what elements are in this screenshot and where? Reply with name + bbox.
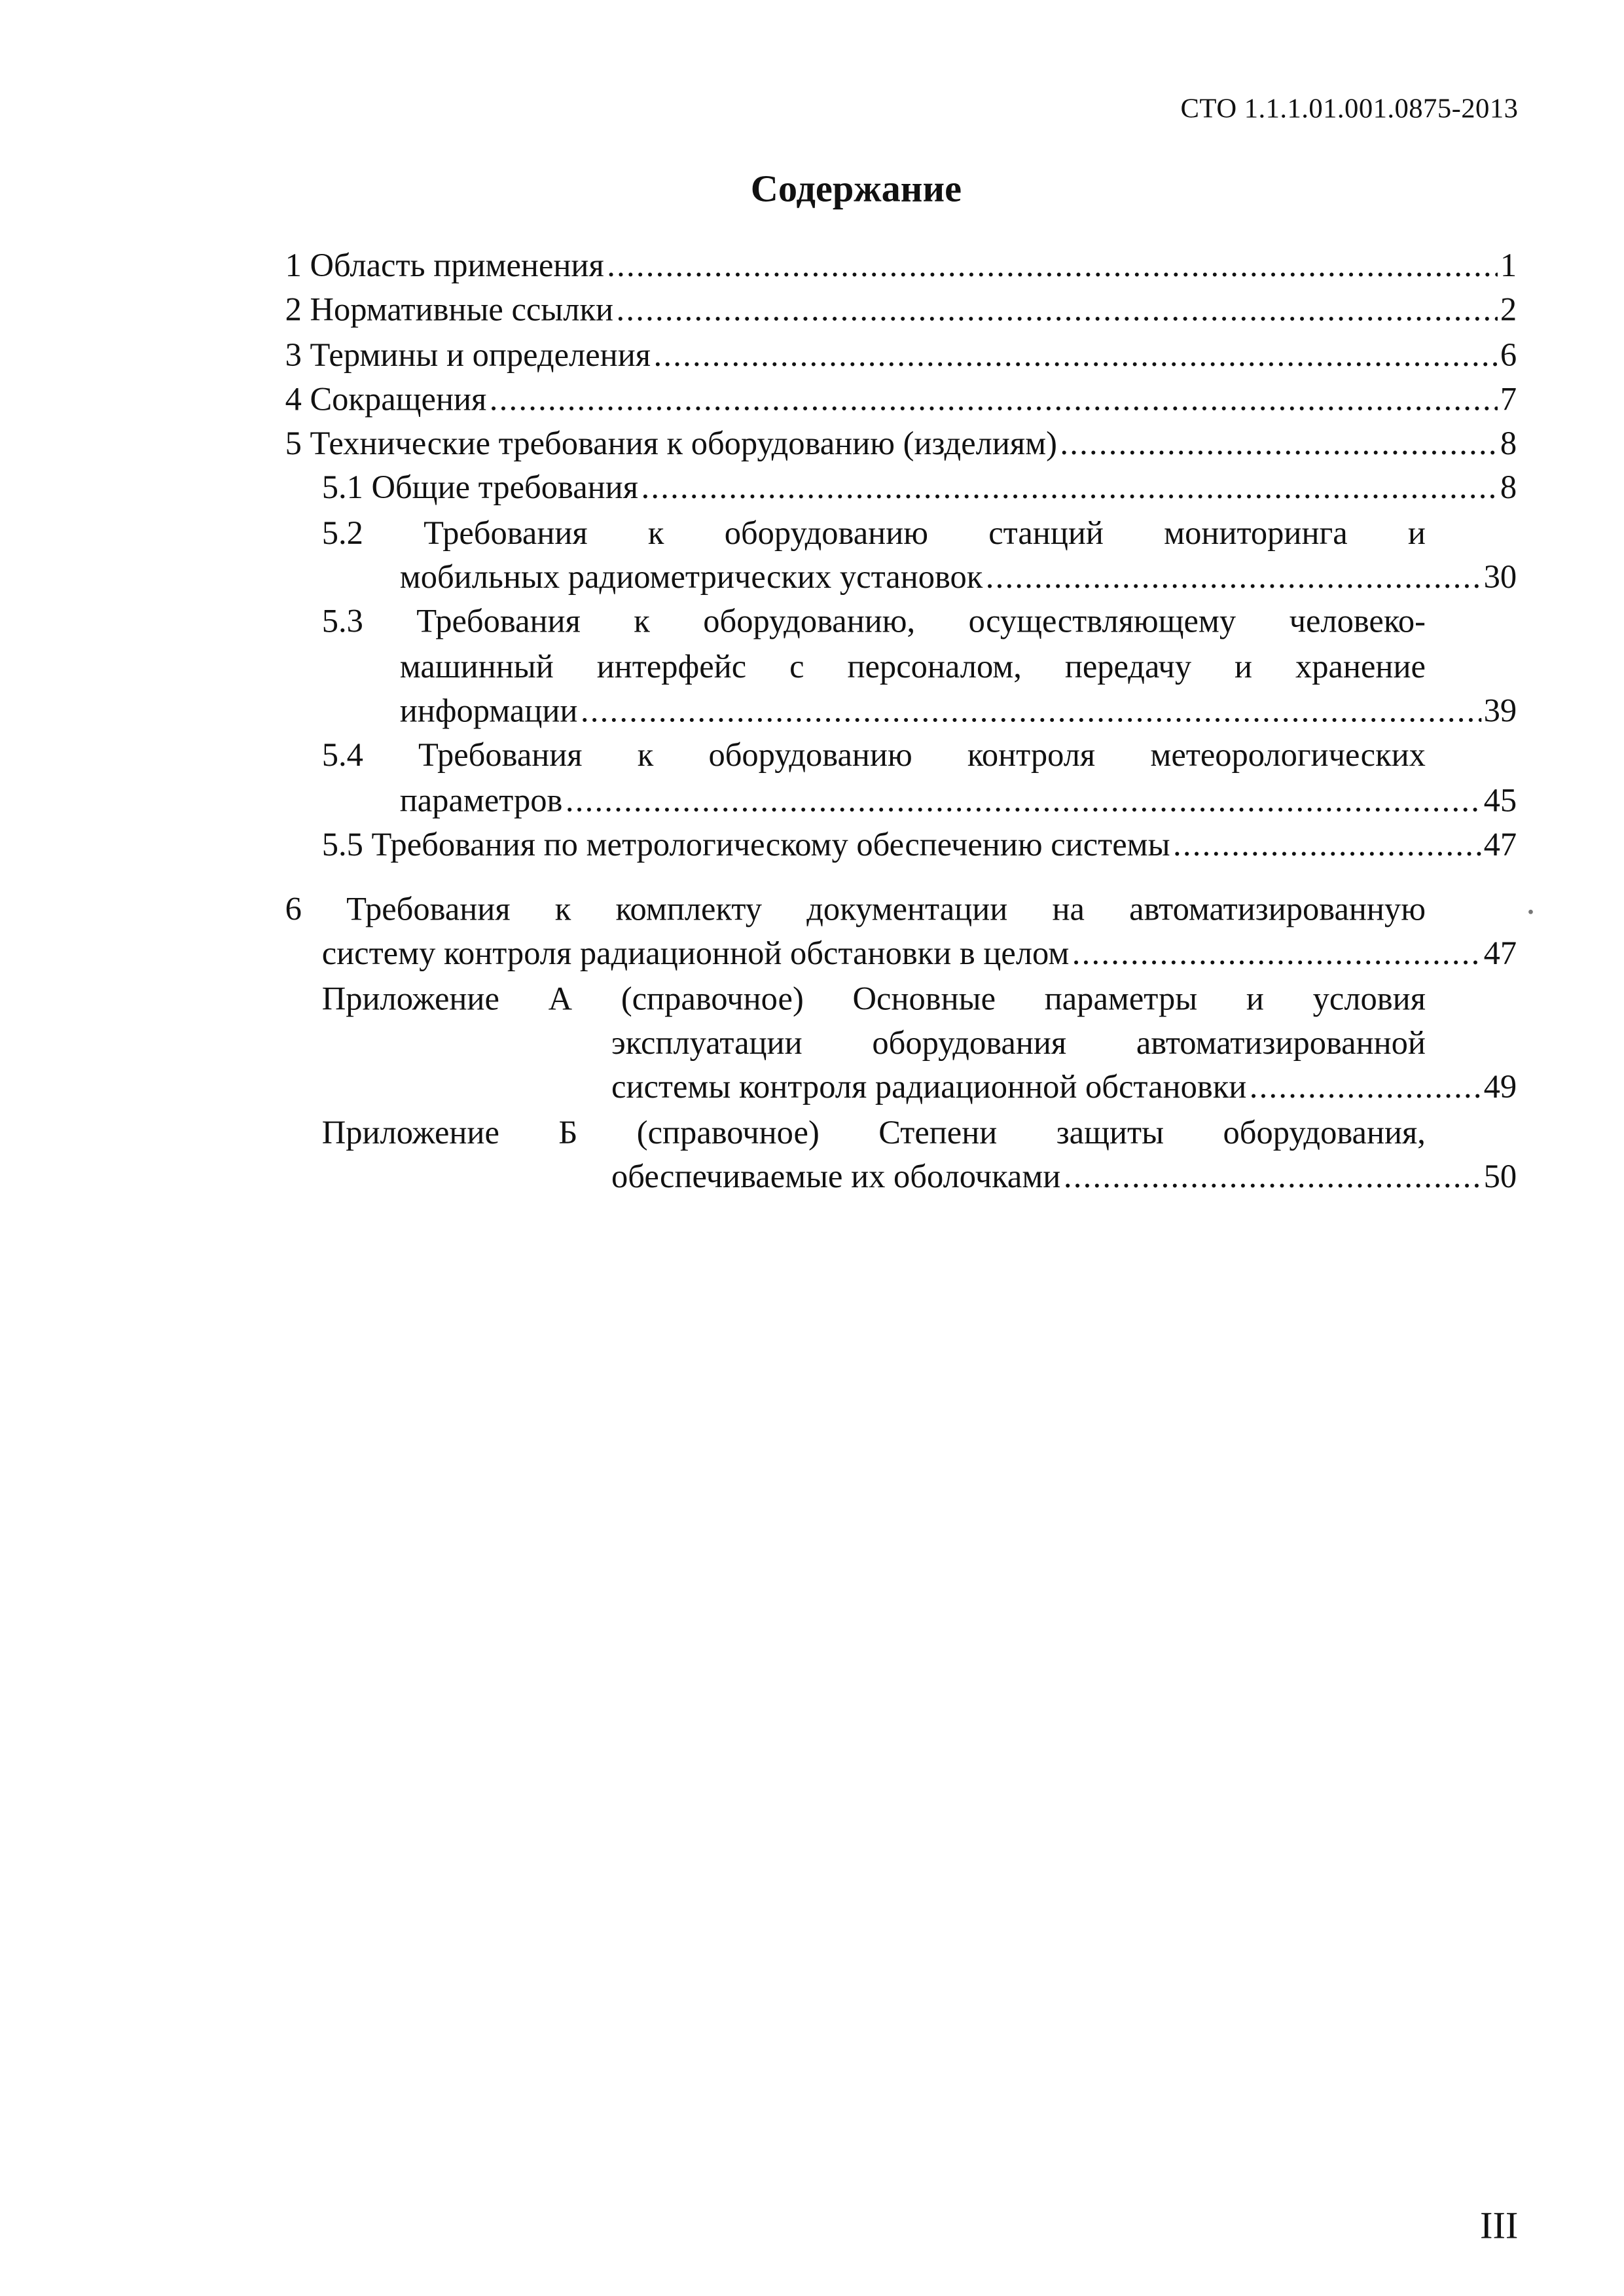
dot-leader [566,778,1481,823]
dot-leader [617,289,1498,333]
toc-entry-last-line [322,933,1517,977]
toc-entry-last-line [400,689,1517,734]
toc-entry-5-4[interactable] [285,734,1517,823]
toc-page-number: 8 [1500,425,1517,462]
toc-entry-label: 2 Нормативные ссылки [285,291,614,329]
toc-entry-appendix-a[interactable] [285,977,1517,1111]
toc-entry-last-line [611,1155,1517,1200]
dot-leader [1072,933,1481,977]
toc-page-number: 1 [1500,247,1517,284]
toc-entry-label: 5.1 Общие требования [321,469,638,507]
toc-entry-label: параметров [399,781,563,818]
toc-entry-label: информации [399,692,578,729]
toc-entry-label: 5.5 Требования по метрологическому обеспечению системы [321,825,1170,863]
dot-leader [1250,1066,1481,1111]
toc-entry-line: 5.2 Требования к оборудованию станций мониторинга и [321,514,1426,551]
toc-entry-line: Приложение Б (справочное) Степени защиты оборудования, [321,1113,1426,1151]
toc-page-number: 30 [1483,558,1517,596]
toc-entry-5-3[interactable] [285,600,1517,734]
page-number: III [1480,2204,1519,2248]
toc-entry-last-line [400,778,1517,823]
toc-entry-label: обеспечиваемые их оболочками [611,1158,1061,1195]
toc-entry-4[interactable] [285,378,1517,422]
page-title: Содержание [750,167,962,211]
toc-entry-label: 3 Термины и определения [285,336,651,373]
toc-page-number: 45 [1483,781,1517,818]
toc-entry-line: 5.3 Требования к оборудованию, осуществляющему человеко- [321,603,1426,640]
dot-leader [607,244,1497,289]
toc-page-number: 47 [1483,935,1517,973]
toc-entry-label: мобильных радиометрических установок [399,558,983,596]
document-code: СТО 1.1.1.01.001.0875-2013 [1180,94,1519,125]
toc-entry-5[interactable] [285,422,1517,467]
toc-page-number: 7 [1500,380,1517,418]
toc-entry-last-line [400,556,1517,600]
toc-entry-label: 1 Область применения [285,247,604,284]
toc-page-number: 47 [1483,825,1517,863]
toc-entry-label: системы контроля радиационной обстановки [611,1069,1247,1106]
toc-entry-label: 4 Сокращения [285,380,487,418]
dot-leader [641,467,1497,511]
toc-page-number: 50 [1483,1158,1517,1195]
toc-entry-3[interactable] [285,333,1517,378]
toc-entry-label: систему контроля радиационной обстановки в целом [321,935,1070,973]
toc-entry-5-1[interactable] [322,467,1517,511]
dot-leader [1173,823,1481,867]
toc-page-number: 6 [1500,336,1517,373]
toc-entry-line: машинный интерфейс с персоналом, передачу и хранение [399,647,1426,685]
toc-entry-2[interactable] [285,289,1517,333]
toc-page-number: 8 [1500,469,1517,507]
toc-page-number: 39 [1483,692,1517,729]
dot-leader [490,378,1498,422]
toc-entry-6[interactable] [285,888,1517,977]
toc-entry-last-line [611,1066,1517,1111]
toc-entry-appendix-b[interactable] [285,1111,1517,1200]
dot-leader [1064,1155,1481,1200]
toc-page-number: 49 [1483,1069,1517,1106]
dot-leader [1060,422,1497,467]
toc-entry-line: 6 Требования к комплекту документации на автоматизированную [285,891,1426,928]
toc-entry-line: Приложение А (справочное) Основные параметры и условия [321,980,1426,1017]
toc-entry-1[interactable] [285,244,1517,289]
toc-entry-5-5[interactable] [322,823,1517,867]
toc-entry-line: эксплуатации оборудования автоматизированной [611,1024,1426,1062]
table-of-contents [285,244,1517,1200]
scan-speck [1528,910,1533,914]
toc-entry-label: 5 Технические требования к оборудованию (изделиям) [285,425,1057,462]
toc-entry-line: 5.4 Требования к оборудованию контроля метеорологических [321,736,1426,774]
dot-leader [653,333,1497,378]
dot-leader [986,556,1481,600]
toc-page-number: 2 [1500,291,1517,329]
toc-entry-5-2[interactable] [285,511,1517,600]
dot-leader [581,689,1481,734]
